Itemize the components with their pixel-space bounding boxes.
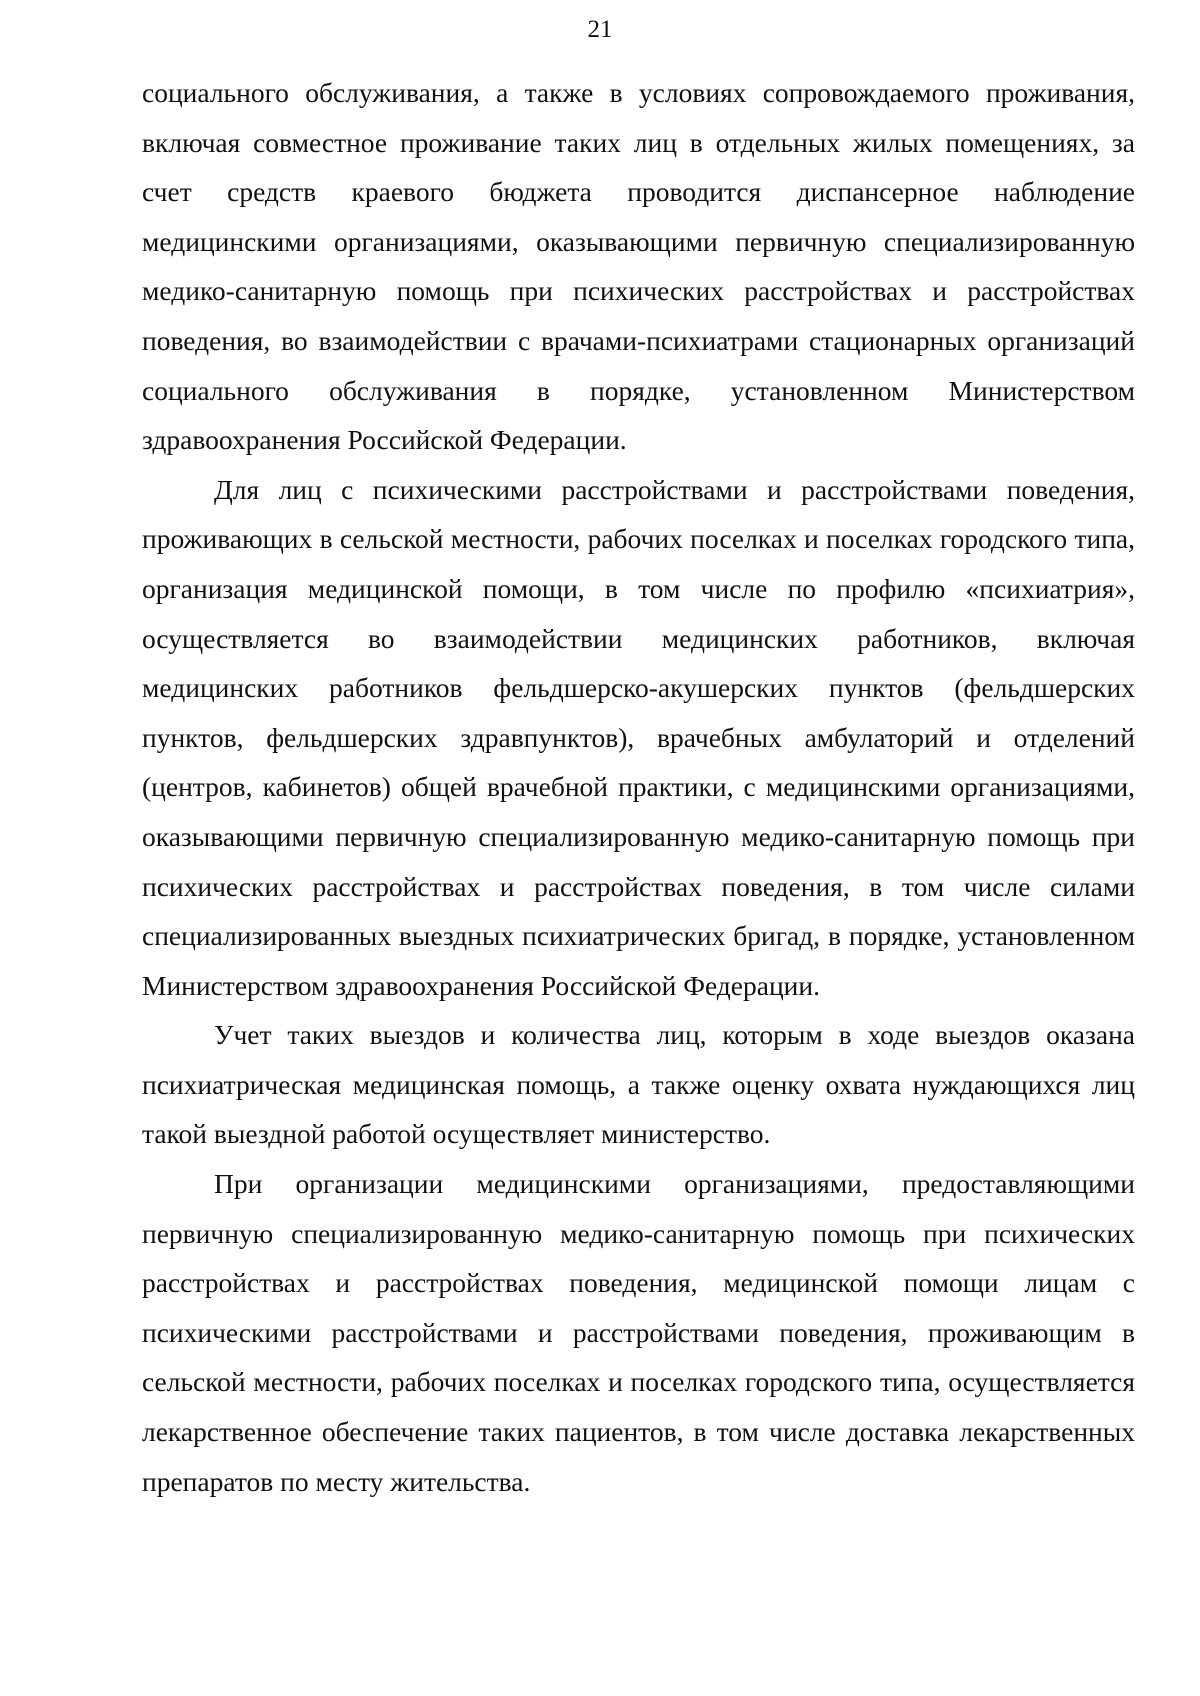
paragraph-continuation: социального обслуживания, а также в условиях сопровождаемого проживания, включая совместное проживание таких лиц в отдельных жилых помещениях, за счет средств краевого бюджета проводится диспансерное наблюдение медицинскими организациями, оказывающими первичную специализированную медико-санитарную помощь при психических расстройствах и расстройствах поведения, во взаимодействии с врачами-психиатрами стационарных организаций социального обслуживания в порядке, установленном Министерством здравоохранения Российской Федерации. (142, 77, 1135, 456)
page-number: 21 (587, 16, 613, 43)
paragraph-drug-provision: При организации медицинскими организациями, предоставляющими первичную специализированную медико-санитарную помощь при психических расстройствах и расстройствах поведения, медицинской помощи лицам с психическими расстройствами и расстройствами поведения, проживающим в сельской местности, рабочих поселках и поселках городского типа, осуществляется лекарственное обеспечение таких пациентов, в том числе доставка лекарственных препаратов по месту жительства. (142, 1168, 1135, 1497)
document-body (142, 68, 1135, 1506)
paragraph-rural-psychiatric-care: Для лиц с психическими расстройствами и расстройствами поведения, проживающих в сельской местности, рабочих поселках и поселках городского типа, организация медицинской помощи, в том числе по профилю «психиатрия», осуществляется во взаимодействии медицинских работников, включая медицинских работников фельдшерско-акушерских пунктов (фельдшерских пунктов, фельдшерских здравпунктов), врачебных амбулаторий и отделений (центров, кабинетов) общей врачебной практики, с медицинскими организациями, оказывающими первичную специализированную медико-санитарную помощь при психических расстройствах и расстройствах поведения, в том числе силами специализированных выездных психиатрических бригад, в порядке, установленном Министерством здравоохранения Российской Федерации. (142, 473, 1135, 1001)
paragraph-visit-accounting: Учет таких выездов и количества лиц, которым в ходе выездов оказана психиатрическая медицинская помощь, а также оценку охвата нуждающихся лиц такой выездной работой осуществляет министерство. (142, 1019, 1135, 1150)
